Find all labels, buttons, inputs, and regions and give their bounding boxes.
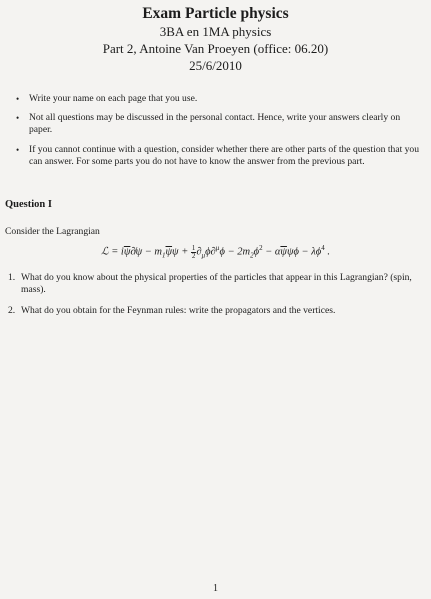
question-heading: Question I <box>5 199 52 210</box>
question-intro: Consider the Lagrangian <box>5 226 100 237</box>
bullet-icon: • <box>16 144 20 155</box>
bullet-icon: • <box>16 94 20 104</box>
question-item: 1. What do you know about the physical properties of the particles that appear in this Lagrangian? (spin, mass). <box>8 272 412 296</box>
question-items <box>8 272 426 327</box>
one-half-fraction: $\frac{1}{2}$ <box>191 243 196 260</box>
instruction-item: • If you cannot continue with a question, consider whether there are other parts of the question that you can answer. For some parts you do not have to know the answer from the previous part. <box>16 143 420 167</box>
page-number: 1 <box>213 583 218 594</box>
instruction-item: • Not all questions may be discussed in the personal contact. Hence, write your answers clearly on paper. <box>16 112 401 136</box>
bullet-icon: • <box>16 113 20 124</box>
exam-date: 25/6/2010 <box>189 58 242 73</box>
exam-part-line: Part 2, Antoine Van Proeyen (office: 06.20) <box>102 41 329 56</box>
instructions-list <box>14 93 424 175</box>
exam-subtitle: 3BA en 1MA physics <box>159 24 272 39</box>
question-item: 2. What do you obtain for the Feynman rules: write the propagators and the vertices. <box>8 305 336 317</box>
lagrangian-equation: ℒ = $i\overline{\psi}\partial̸\psi - m_1\overline{\psi}\psi$ + $\frac{1}{2}$ $\partial_\mu\phi\partial^\mu\phi - 2m_2\phi^2 - \alpha\overline{\psi}\psi\phi - \lambda\phi^4$ . <box>101 243 330 260</box>
exam-header <box>0 4 431 74</box>
exam-title: Exam Particle physics <box>142 5 289 22</box>
instruction-item: • Write your name on each page that you use. <box>16 93 198 104</box>
